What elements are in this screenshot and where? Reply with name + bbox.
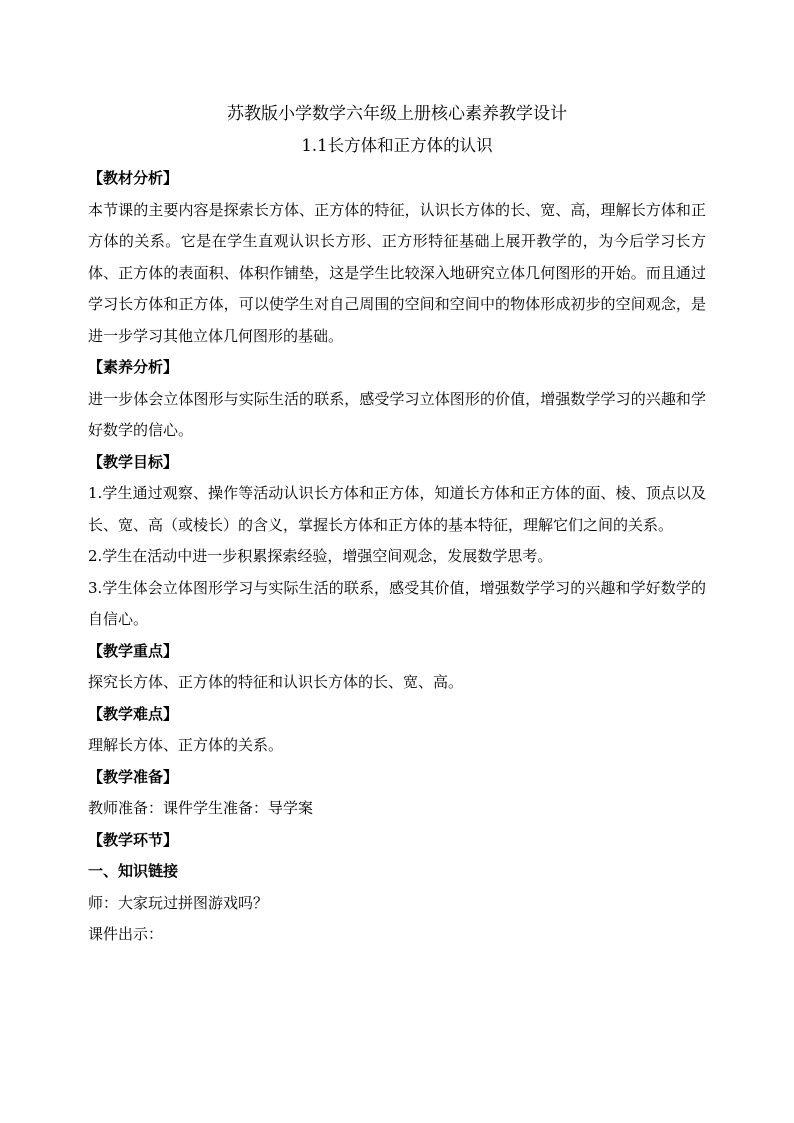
section-heading-literacy: 【素养分析】 xyxy=(88,358,179,376)
goal-item-2: 2.学生在活动中进一步积累探索经验，增强空间观念，发展数学思考。 xyxy=(88,547,553,565)
goal-item-1: 1.学生通过观察、操作等活动认识长方体和正方体，知道长方体和正方体的面、棱、顶点以及长、宽、高（或棱长）的含义，掌握长方体和正方体的基本特征，理解它们之间的关系。 xyxy=(88,484,706,534)
document-title: 苏教版小学数学六年级上册核心素养教学设计 xyxy=(227,104,567,124)
section-heading-process: 【教学环节】 xyxy=(88,830,179,849)
step-1-dialogue: 师：大家玩过拼图游戏吗？ xyxy=(88,893,269,912)
section-heading-key-points: 【教学重点】 xyxy=(88,641,179,660)
step-1-courseware: 课件出示： xyxy=(88,925,164,943)
key-points-text: 探究长方体、正方体的特征和认识长方体的长、宽、高。 xyxy=(88,673,464,691)
material-analysis-text: 本节课的主要内容是探索长方体、正方体的特征，认识长方体的长、宽、高，理解长方体和正方体的关系。它是在学生直观认识长方形、正方形特征基础上展开教学的，为今后学习长方体、正方体的表面积、体积作铺垫，这是学生比较深入地研究立体几何图形的开始。而且通过学习长方体和正方体，可以使学生对自己周围的空间和空间中的物体形成初步的空间观念，是进一步学习其他立体几何图形的基础。 xyxy=(88,200,706,345)
step-1-heading: 一、知识链接 xyxy=(88,862,179,880)
goal-item-3: 3.学生体会立体图形学习与实际生活的联系，感受其价值，增强数学学习的兴趣和学好数学的自信心。 xyxy=(88,578,706,628)
section-heading-difficulty: 【教学难点】 xyxy=(88,704,179,723)
section-heading-material: 【教材分析】 xyxy=(88,169,179,187)
section-heading-preparation: 【教学准备】 xyxy=(88,767,179,786)
document-page xyxy=(88,100,706,951)
preparation-text: 教师准备：课件学生准备：导学案 xyxy=(88,799,314,817)
literacy-analysis-text: 进一步体会立体图形与实际生活的联系，感受学习立体图形的价值，增强数学学习的兴趣和学好数学的信心。 xyxy=(88,389,706,439)
lesson-title: 1.1长方体和正方体的认识 xyxy=(301,136,493,155)
section-heading-goals: 【教学目标】 xyxy=(88,452,179,471)
difficulty-text: 理解长方体、正方体的关系。 xyxy=(88,736,284,754)
